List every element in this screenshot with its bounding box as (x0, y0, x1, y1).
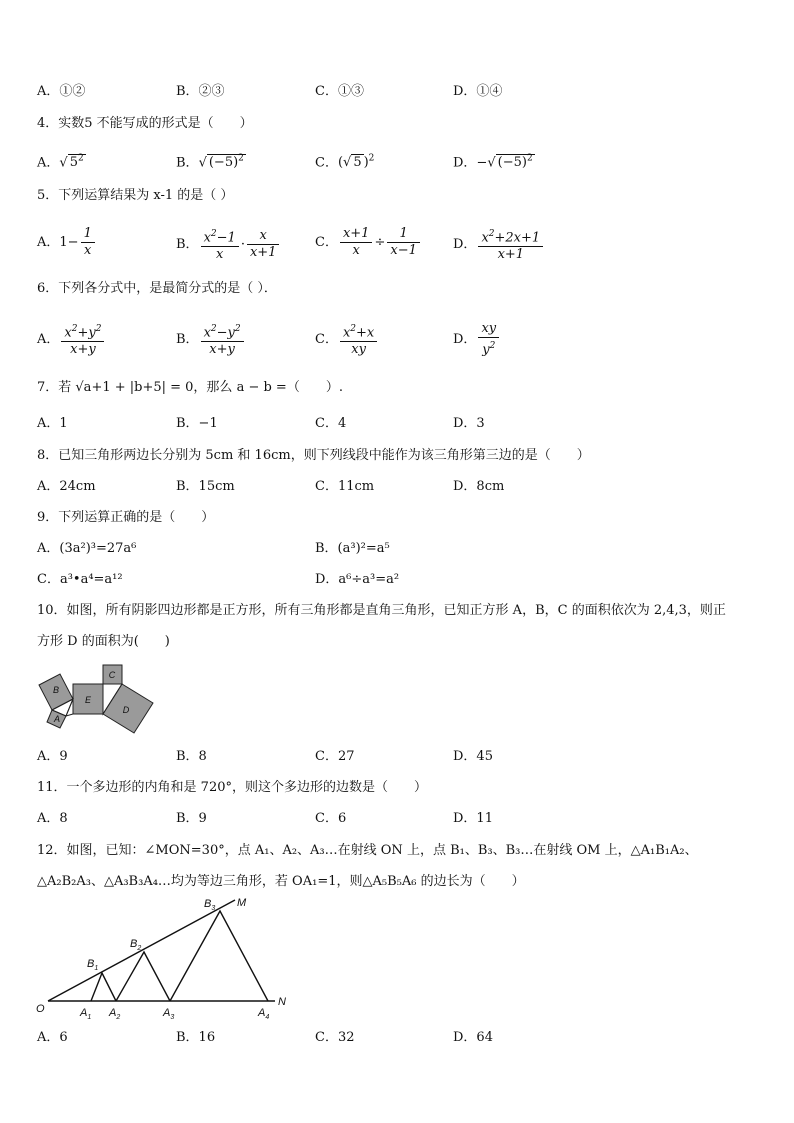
q3-option-b: B．②③ (176, 84, 225, 99)
label-a3: A (163, 1007, 171, 1019)
label-b3: B (204, 898, 212, 910)
label-a1: A (80, 1007, 88, 1019)
q4-option-b: B．√ $(-5)^2$ (176, 154, 244, 171)
q5-stem: 5．下列运算结果为 x-1 的是（ ） (37, 188, 234, 203)
q4-option-a: A．√ $5^2$ (37, 154, 84, 171)
label-b2-sub: 2 (137, 945, 142, 952)
label-m: M (237, 897, 247, 909)
q9-option-b: B．(a³)²=a⁵ (315, 541, 390, 556)
label-b: B (52, 685, 60, 695)
q6-option-a: A． $\frac{x^2+y^2}{x+y}$ (37, 321, 106, 358)
q9-option-d: D．a⁶÷a³=a² (315, 572, 400, 587)
label-a4: A (258, 1007, 266, 1019)
q12-option-a: A．6 (37, 1030, 68, 1045)
q5-option-d: D． $\frac{x^2+2x+1}{x+1}$ (453, 226, 545, 263)
q9-option-a: A．(3a²)³=27a⁶ (37, 541, 137, 556)
q11-option-c: C．6 (315, 811, 347, 826)
label-a2-sub: 2 (116, 1014, 121, 1021)
triangle-1 (91, 973, 116, 1001)
q3-option-a: A．①② (37, 84, 86, 99)
q5-option-a: A．1− $\frac{1}{x}$ (37, 226, 97, 259)
label-a4-sub: 4 (265, 1014, 270, 1021)
q6-option-c: C． $\frac{x^2+x}{xy}$ (315, 321, 379, 358)
q8-option-d: D．8cm (453, 479, 505, 494)
q7-option-a: A．1 (37, 416, 68, 431)
q8-option-b: B．15cm (176, 479, 235, 494)
q8-option-c: C．11cm (315, 479, 375, 494)
label-a: A (53, 714, 61, 724)
q4-option-c: C．(√ 5 )$^2$ (315, 154, 375, 171)
q11-option-a: A．8 (37, 811, 68, 826)
q9-stem: 9．下列运算正确的是（ ） (37, 510, 215, 525)
q10-option-d: D．45 (453, 749, 493, 764)
label-e: E (84, 695, 92, 705)
q7-option-b: B．−1 (176, 416, 218, 431)
q7-option-c: C．4 (315, 416, 347, 431)
svg-text:B3 (204, 898, 215, 912)
q10-stem-line1: 10．如图，所有阴影四边形都是正方形，所有三角形都是直角三角形，已知正方形 A，B，C 的面积依次为 2,4,3，则正 (37, 603, 726, 618)
triangles-figure (30, 895, 300, 1025)
q4-stem: 4．实数5 不能写成的形式是（ ） (37, 116, 253, 131)
svg-text:A1 (79, 1007, 91, 1021)
q12-stem-line2: △A₂B₂A₃、△A₃B₃A₄…均为等边三角形，若 OA₁=1，则△A₅B₅A₆ 的边长为（ ） (37, 874, 525, 889)
svg-text:B1 (87, 958, 98, 972)
q10-option-c: C．27 (315, 749, 355, 764)
q12-stem-line1: 12．如图，已知：∠MON=30°，点 A₁、A₂、A₃…在射线 ON 上，点 B₁、B₃、B₃…在射线 OM 上，△A₁B₁A₂、 (37, 843, 698, 858)
label-b2: B (130, 938, 138, 950)
label-b1-sub: 1 (94, 965, 99, 972)
q7-option-d: D．3 (453, 416, 485, 431)
svg-text:A4 (257, 1007, 269, 1021)
q6-option-b: B． $\frac{x^2-y^2}{x+y}$ (176, 321, 246, 358)
label-d: D (122, 705, 130, 715)
q10-stem-line2: 方形 D 的面积为( ) (37, 634, 170, 649)
q11-option-d: D．11 (453, 811, 493, 826)
q10-option-a: A．9 (37, 749, 68, 764)
q6-option-d: D． $\frac{xy}{y^2}$ (453, 321, 501, 358)
label-a2: A (109, 1007, 117, 1019)
label-a1-sub: 1 (87, 1014, 92, 1021)
svg-text:B2 (130, 938, 141, 952)
q3-option-c: C．①③ (315, 84, 364, 99)
q5-option-c: C． $\frac{x+1}{x}$ ÷ $\frac{1}{x-1}$ (315, 226, 422, 259)
q8-stem: 8．已知三角形两边长分别为 5cm 和 16cm，则下列线段中能作为该三角形第三边的是（ ） (37, 448, 590, 463)
q8-option-a: A．24cm (37, 479, 96, 494)
q3-option-d: D．①④ (453, 84, 503, 99)
q11-option-b: B．9 (176, 811, 207, 826)
label-n: N (278, 996, 286, 1008)
q5-option-b: B． $\frac{x^2-1}{x}$ · $\frac{x}{x+1}$ (176, 226, 281, 263)
svg-text:A3 (162, 1007, 174, 1021)
label-o: O (36, 1003, 45, 1015)
q12-option-d: D．64 (453, 1030, 493, 1045)
q9-option-c: C．a³•a⁴=a¹² (37, 572, 123, 587)
q7-stem: 7．若 √a+1 + |b+5| = 0，那么 a − b =（ ）. (37, 380, 343, 395)
q11-stem: 11．一个多边形的内角和是 720°，则这个多边形的边数是（ ） (37, 780, 427, 795)
q10-option-b: B．8 (176, 749, 207, 764)
squares-figure (36, 662, 161, 737)
label-c: C (108, 670, 116, 680)
ray-om (48, 900, 235, 1001)
triangle-3 (170, 911, 268, 1001)
q4-option-d: D．−√ $(-5)^2$ (453, 154, 533, 171)
q6-stem: 6．下列各分式中，是最简分式的是（ ）． (37, 281, 277, 296)
q12-option-c: C．32 (315, 1030, 355, 1045)
label-b3-sub: 3 (211, 905, 216, 912)
label-b1: B (87, 958, 95, 970)
svg-text:A2 (108, 1007, 120, 1021)
q12-option-b: B．16 (176, 1030, 216, 1045)
label-a3-sub: 3 (170, 1014, 175, 1021)
